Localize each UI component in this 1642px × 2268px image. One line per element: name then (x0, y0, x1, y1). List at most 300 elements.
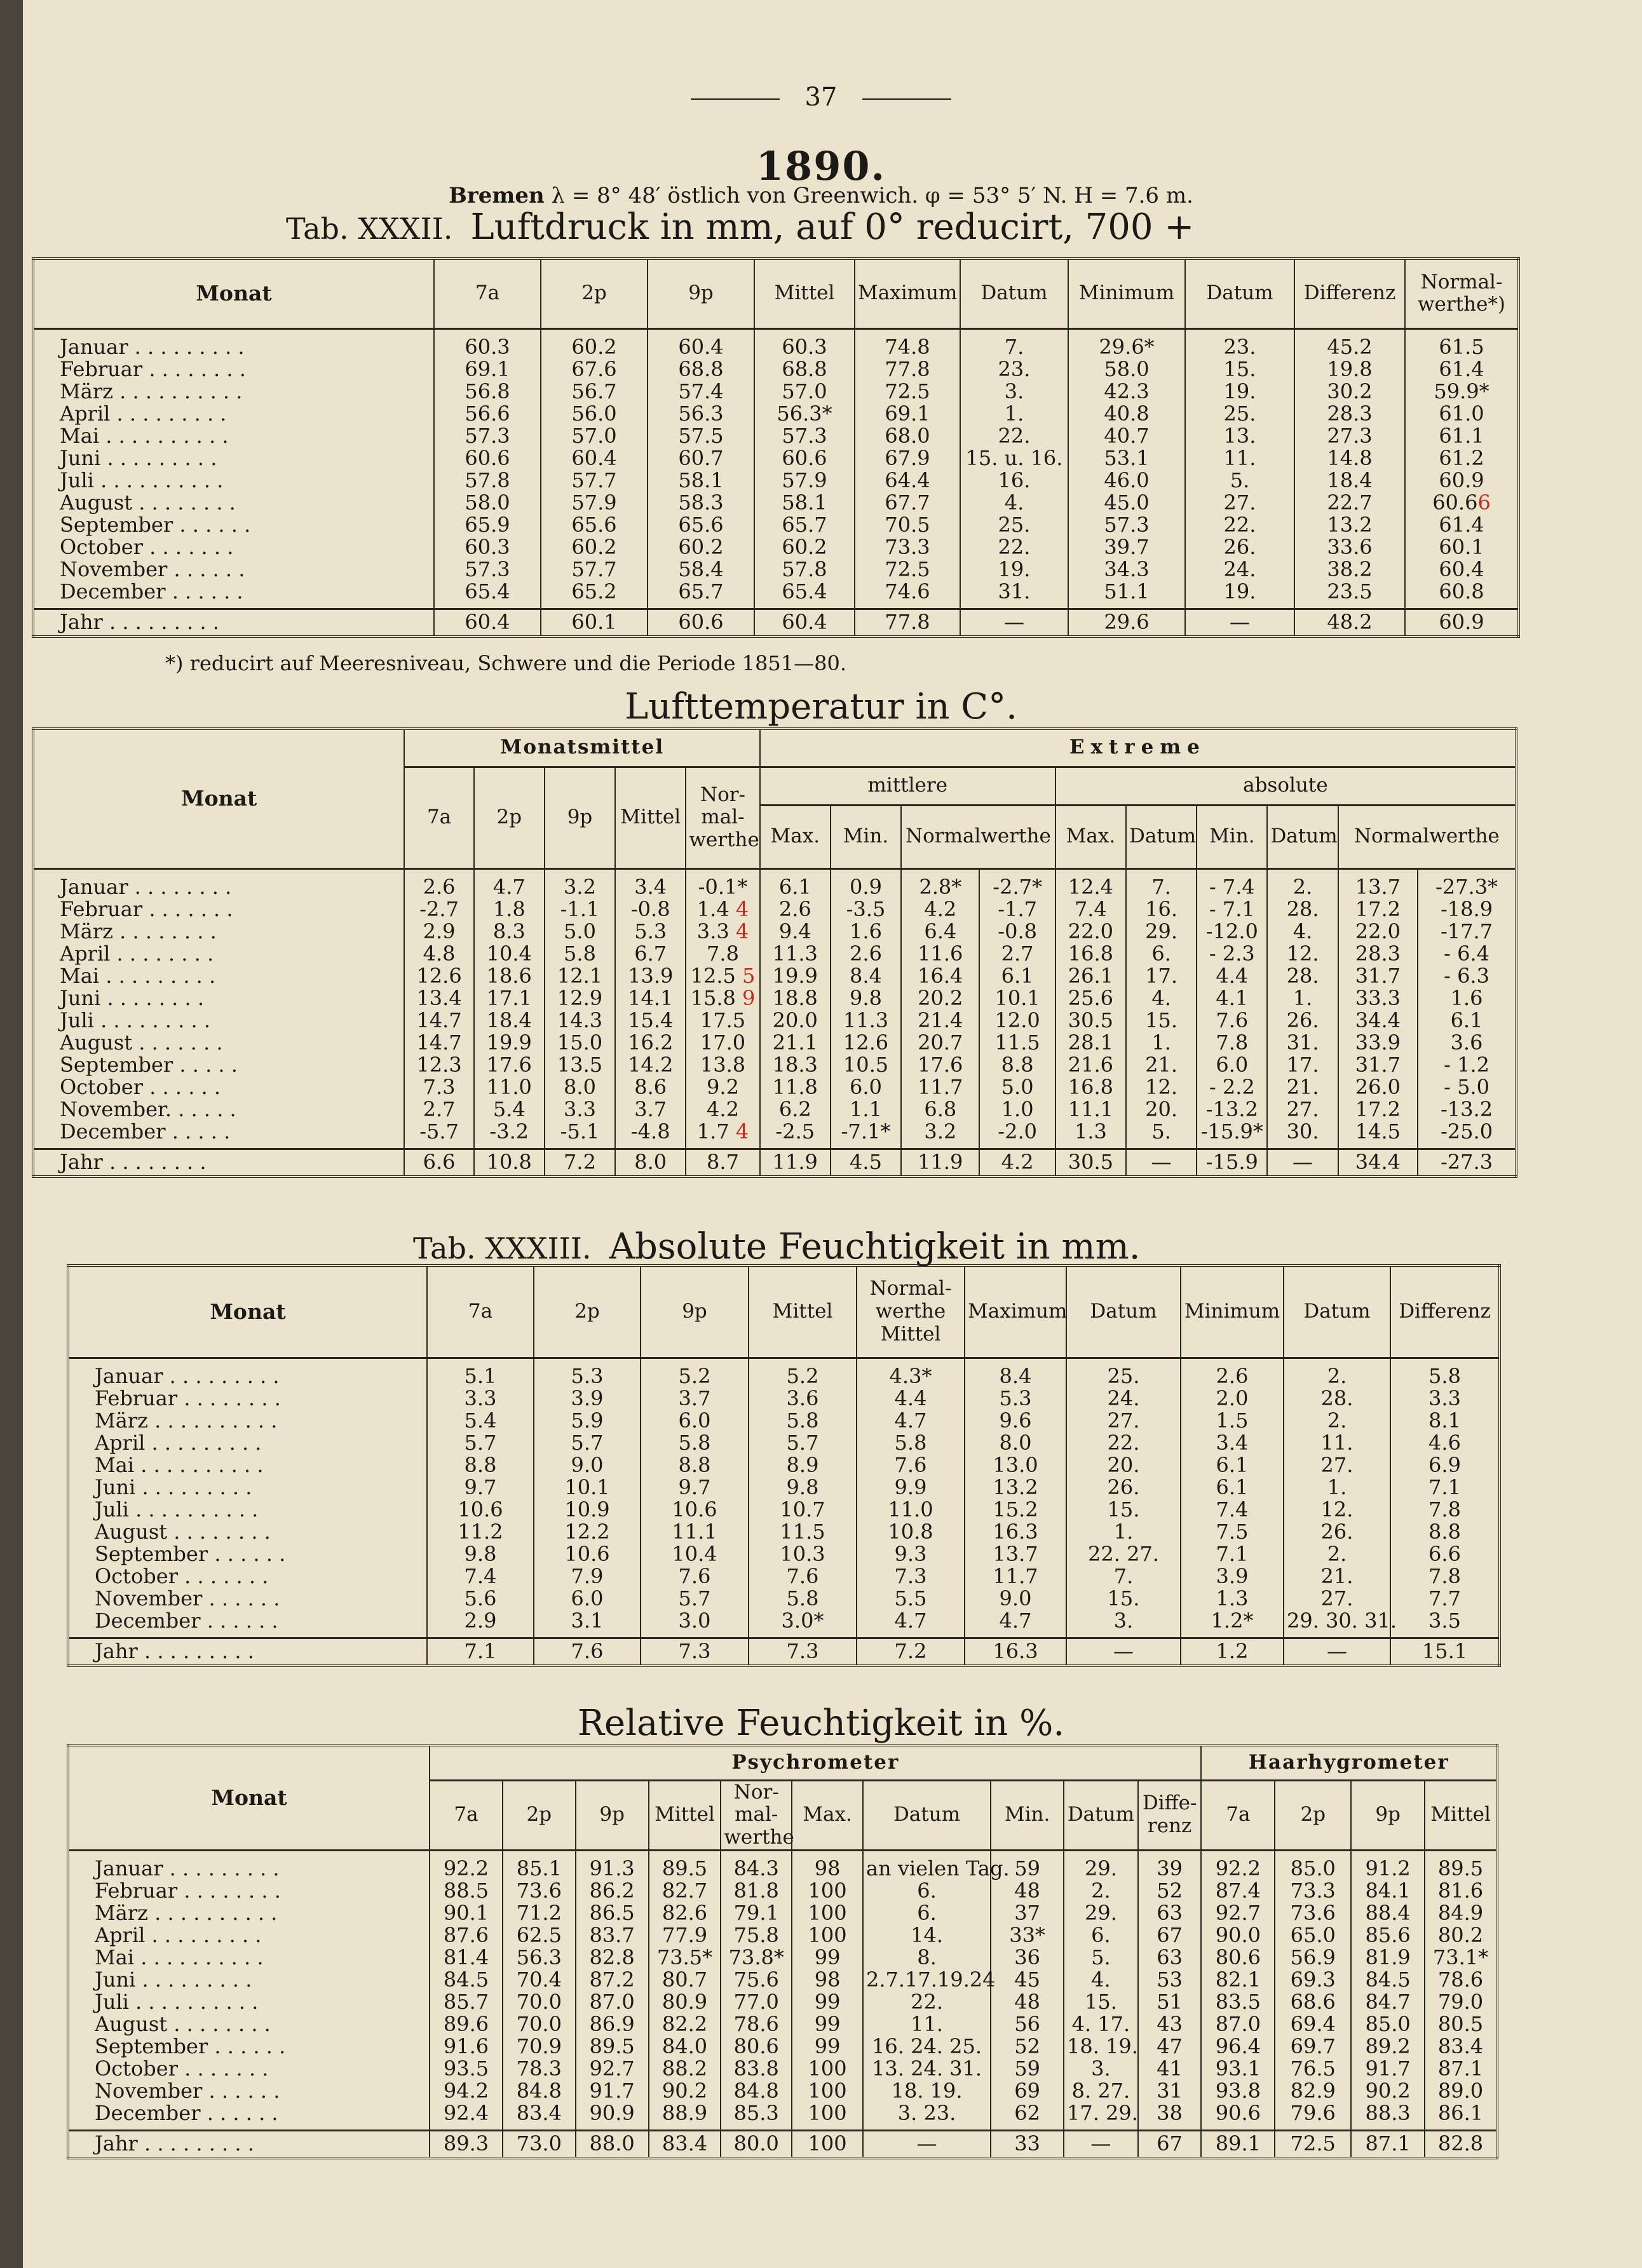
t33-month-label: Februar . . . . . . . . (68, 1387, 427, 1410)
t33-cell: 1.2* (1181, 1610, 1284, 1638)
t32-cell: 15. (1185, 358, 1294, 381)
rel-cell: 70.4 (503, 1969, 576, 1991)
t32-cell: 65.4 (754, 581, 855, 609)
t33-cell: 7.4 (427, 1565, 534, 1588)
t32-cell: 5. (1185, 469, 1294, 492)
t33-jahr-label: Jahr . . . . . . . . . (68, 1638, 427, 1666)
t33-cell: 15. (1066, 1499, 1181, 1521)
t33-header-col-10: Differenz (1390, 1266, 1500, 1358)
table-row (33, 425, 1519, 447)
table-row (68, 1902, 1497, 1924)
rel-header-col-3: Mittel (649, 1780, 721, 1850)
temp-cell: 5. (1126, 1121, 1197, 1149)
rel-cell: 78.6 (721, 2013, 792, 2035)
t33-cell: 9.0 (965, 1588, 1066, 1610)
table-row (33, 381, 1519, 403)
t33-title-text: Absolute Feuchtigkeit in mm. (609, 1226, 1141, 1267)
t32-cell: 68.0 (855, 425, 960, 447)
rel-cell: 84.3 (721, 1850, 792, 1880)
t32-cell: 13. (1185, 425, 1294, 447)
temp-cell: 21.4 (901, 1009, 979, 1032)
t33-cell: 20. (1066, 1454, 1181, 1476)
t32-cell: 60.4 (541, 447, 648, 469)
rel-cell: 3. (1064, 2058, 1138, 2080)
t33-cell: 8.8 (641, 1454, 749, 1476)
temp-cell: 17.6 (474, 1054, 545, 1076)
t33-cell: 9.8 (427, 1543, 534, 1565)
t32-cell: 22. (1185, 514, 1294, 536)
t33-cell: 9.9 (857, 1476, 965, 1499)
t32-table (32, 257, 1520, 638)
temp-cell: 8.8 (979, 1054, 1055, 1076)
rel-cell: 96.4 (1201, 2035, 1275, 2058)
t33-cell: 5.3 (965, 1387, 1066, 1410)
t32-header-col-7: Minimum (1068, 259, 1185, 328)
t32-cell: 38.2 (1294, 558, 1405, 581)
t32-cell: 51.1 (1068, 581, 1185, 609)
t32-cell: 13.2 (1294, 514, 1405, 536)
t32-cell: 23. (960, 358, 1068, 381)
temp-cell: -0.8 (615, 898, 686, 921)
t32-cell: 60.3 (754, 328, 855, 358)
temp-cell: 1. (1267, 987, 1338, 1009)
temp-cell: 21.6 (1055, 1054, 1126, 1076)
t32-month-label: Juli . . . . . . . . . . (33, 469, 434, 492)
rel-cell: 93.5 (430, 2058, 503, 2080)
rel-cell: 90.2 (649, 2080, 721, 2102)
rel-cell: 79.6 (1275, 2102, 1351, 2131)
t32-cell: 68.8 (754, 358, 855, 381)
rel-cell: 90.6 (1201, 2102, 1275, 2131)
t33-month-label: August . . . . . . . . (68, 1521, 427, 1543)
t33-cell: 6.1 (1181, 1454, 1284, 1476)
temp-cell: 28.1 (1055, 1032, 1126, 1054)
t33-cell: 7.1 (1181, 1543, 1284, 1565)
temp-cell: - 2.2 (1197, 1076, 1267, 1098)
temp-cell: 4. (1126, 987, 1197, 1009)
t33-cell: 3.0* (749, 1610, 857, 1638)
temp-cell: 3.7 (615, 1098, 686, 1121)
table-row (68, 1476, 1500, 1499)
t33-cell: 1. (1066, 1521, 1181, 1543)
temp-cell: 9.4 (760, 921, 831, 943)
t32-header-col-1: 7a (434, 259, 541, 328)
rel-jahr-label: Jahr . . . . . . . . . (68, 2130, 430, 2158)
temp-cell: 14.1 (615, 987, 686, 1009)
t32-header-col-3: 9p (648, 259, 754, 328)
temp-cell: 28.3 (1338, 943, 1418, 965)
t32-jahr-cell: 77.8 (855, 609, 960, 637)
t33-cell: 4.7 (857, 1410, 965, 1432)
t33-cell: 4.6 (1390, 1432, 1500, 1454)
temp-cell: 2.7 (979, 943, 1055, 965)
table-row (33, 943, 1516, 965)
temp-cell: 31.7 (1338, 1054, 1418, 1076)
t33-month-label: September . . . . . . (68, 1543, 427, 1565)
temp-cell: 8.4 (831, 965, 901, 987)
temp-cell: 4.4 (1197, 965, 1267, 987)
rel-cell: 91.6 (430, 2035, 503, 2058)
t32-cell: 67.7 (855, 492, 960, 514)
rel-cell: 37 (991, 1902, 1064, 1924)
table-row (68, 1521, 1500, 1543)
t32-cell: 14.8 (1294, 447, 1405, 469)
rel-header-col-2: 9p (576, 1780, 649, 1850)
t33-header-col-8: Minimum (1181, 1266, 1284, 1358)
table-row (33, 469, 1519, 492)
t32-cell: 58.4 (648, 558, 754, 581)
t33-cell: 3.1 (534, 1610, 641, 1638)
temp-cell: 18.3 (760, 1054, 831, 1076)
t33-cell: 26. (1066, 1476, 1181, 1499)
t32-cell: 60.7 (648, 447, 754, 469)
temp-jahr-cell: -15.9 (1197, 1149, 1267, 1177)
rel-cell: 84.5 (430, 1969, 503, 1991)
t32-cell: 26. (1185, 536, 1294, 558)
t33-cell: 7.9 (534, 1565, 641, 1588)
t32-cell: 57.0 (754, 381, 855, 403)
rel-header-col-4: Nor-mal-werthe (721, 1780, 792, 1850)
rel-header-col-13: Mittel (1425, 1780, 1497, 1850)
rel-cell: 52 (991, 2035, 1064, 2058)
temp-cell: 25.6 (1055, 987, 1126, 1009)
rel-cell: 93.1 (1201, 2058, 1275, 2080)
rel-cell: 73.8* (721, 1947, 792, 1969)
t32-cell: 58.3 (648, 492, 754, 514)
t33-cell: 5.7 (749, 1432, 857, 1454)
table-row (68, 1454, 1500, 1476)
rel-header-haarhygrometer: Haarhygrometer (1201, 1745, 1497, 1780)
rel-cell: 6. (863, 1880, 991, 1902)
rel-header-col-7: Min. (991, 1780, 1064, 1850)
rel-cell: 99 (792, 2013, 863, 2035)
temp-cell: 2.6 (760, 898, 831, 921)
t33-cell: 8.9 (749, 1454, 857, 1476)
temp-cell: 22.0 (1338, 921, 1418, 943)
t32-cell: 23. (1185, 328, 1294, 358)
temp-cell: 20.2 (901, 987, 979, 1009)
rel-cell: 14. (863, 1924, 991, 1947)
t32-cell: 72.5 (855, 558, 960, 581)
rel-cell: 82.9 (1275, 2080, 1351, 2102)
temp-header-9p: 9p (545, 767, 615, 868)
t33-cell: 5.5 (857, 1588, 965, 1610)
temp-header-mittlere: mittlere (760, 767, 1055, 805)
t32-cell: 60.66 (1405, 492, 1519, 514)
t32-cell: 64.4 (855, 469, 960, 492)
rel-cell: 15. (1064, 1991, 1138, 2013)
rel-cell: an vielen Tag. (863, 1850, 991, 1880)
rel-cell: 80.6 (1201, 1947, 1275, 1969)
rel-header-col-10: 7a (1201, 1780, 1275, 1850)
temp-jahr-cell: 8.7 (686, 1149, 759, 1177)
t33-jahr-cell: 16.3 (965, 1638, 1066, 1666)
temp-cell: -3.5 (831, 898, 901, 921)
temp-cell: 5.4 (474, 1098, 545, 1121)
rel-month-label: December . . . . . . (68, 2102, 430, 2131)
t32-cell: 19. (1185, 581, 1294, 609)
rel-jahr-cell: 100 (792, 2130, 863, 2158)
rel-cell: 90.2 (1351, 2080, 1425, 2102)
t32-cell: 1. (960, 403, 1068, 425)
t33-cell: 6.1 (1181, 1476, 1284, 1499)
table-row (68, 1543, 1500, 1565)
rel-header-psychrometer: Psychrometer (430, 1745, 1201, 1780)
t32-jahr-cell: 60.9 (1405, 609, 1519, 637)
t33-month-label: Januar . . . . . . . . . (68, 1358, 427, 1387)
rel-cell: 92.2 (1201, 1850, 1275, 1880)
t33-cell: 2.6 (1181, 1358, 1284, 1387)
rel-cell: 63 (1138, 1902, 1202, 1924)
temp-cell: 21. (1126, 1054, 1197, 1076)
rel-cell: 75.6 (721, 1969, 792, 1991)
temp-header-absolute-min: Min. (1197, 805, 1267, 868)
rel-cell: 89.5 (649, 1850, 721, 1880)
temp-cell: - 2.3 (1197, 943, 1267, 965)
t33-cell: 7.7 (1390, 1588, 1500, 1610)
t33-cell: 7.8 (1390, 1565, 1500, 1588)
temp-cell: 17.2 (1338, 1098, 1418, 1121)
temp-cell: -12.0 (1197, 921, 1267, 943)
temp-cell: 2.6 (404, 868, 473, 898)
t32-cell: 60.2 (648, 536, 754, 558)
rel-month-label: Februar . . . . . . . . (68, 1880, 430, 1902)
rel-cell: 82.7 (649, 1880, 721, 1902)
temp-header-2p: 2p (474, 767, 545, 868)
rel-cell: 100 (792, 2102, 863, 2131)
rel-cell: 89.0 (1425, 2080, 1497, 2102)
t33-cell: 15.2 (965, 1499, 1066, 1521)
table-row (68, 1947, 1497, 1969)
t33-cell: 22. 27. (1066, 1543, 1181, 1565)
temp-cell: -2.0 (979, 1121, 1055, 1149)
table-row (33, 1121, 1516, 1149)
temp-cell: 16.2 (615, 1032, 686, 1054)
temp-month-label: Mai . . . . . . . . . (33, 965, 404, 987)
t33-header-col-4: Mittel (749, 1266, 857, 1358)
temp-header-absolute-normalwerthe: Normalwerthe (1338, 805, 1516, 868)
t33-cell: 5.6 (427, 1588, 534, 1610)
t32-cell: 57.3 (1068, 514, 1185, 536)
temp-jahr-cell: — (1267, 1149, 1338, 1177)
t32-cell: 56.7 (541, 381, 648, 403)
temp-cell: 10.4 (474, 943, 545, 965)
rel-cell: 88.9 (649, 2102, 721, 2131)
table-row (33, 1076, 1516, 1098)
temp-cell: 26.1 (1055, 965, 1126, 987)
temp-cell: 2. (1267, 868, 1338, 898)
rel-cell: 80.2 (1425, 1924, 1497, 1947)
temp-cell: 10.1 (979, 987, 1055, 1009)
temp-cell: 6.1 (1418, 1009, 1516, 1032)
rel-cell: 67 (1138, 1924, 1202, 1947)
temp-cell: -17.7 (1418, 921, 1516, 943)
t32-title (286, 206, 1194, 248)
temp-cell: 6. (1126, 943, 1197, 965)
temp-cell: 9.8 (831, 987, 901, 1009)
temp-header-monat: Monat (33, 729, 404, 868)
t33-cell: 5.2 (749, 1358, 857, 1387)
t32-cell: 19. (1185, 381, 1294, 403)
t32-cell: 57.3 (754, 425, 855, 447)
rel-jahr-cell: 89.3 (430, 2130, 503, 2158)
rel-cell: 85.0 (1351, 2013, 1425, 2035)
t32-cell: 60.3 (434, 328, 541, 358)
temp-cell: 3.4 (615, 868, 686, 898)
table-row (33, 1009, 1516, 1032)
temp-cell: 34.4 (1338, 1009, 1418, 1032)
rel-cell: 87.4 (1201, 1880, 1275, 1902)
temp-cell: 0.9 (831, 868, 901, 898)
rel-cell: 6. (1064, 1924, 1138, 1947)
table-row (33, 358, 1519, 381)
t32-header-col-4: Mittel (754, 259, 855, 328)
table-row (33, 1098, 1516, 1121)
temp-cell: 1.1 (831, 1098, 901, 1121)
t33-cell: 25. (1066, 1358, 1181, 1387)
station-name: Bremen (449, 183, 545, 208)
t33-cell: 10.6 (427, 1499, 534, 1521)
t33-cell: 5.7 (534, 1432, 641, 1454)
t33-cell: 5.1 (427, 1358, 534, 1387)
temp-cell: 14.5 (1338, 1121, 1418, 1149)
rel-cell: 80.5 (1425, 2013, 1497, 2035)
t32-header-col-10: Normal-werthe*) (1405, 259, 1519, 328)
station-line (0, 183, 1642, 208)
rel-cell: 18. 19. (863, 2080, 991, 2102)
t32-month-label: December . . . . . . (33, 581, 434, 609)
rel-cell: 70.0 (503, 1991, 576, 2013)
t32-cell: 69.1 (855, 403, 960, 425)
t33-cell: 10.9 (534, 1499, 641, 1521)
rel-cell: 65.0 (1275, 1924, 1351, 1947)
t32-cell: 22.7 (1294, 492, 1405, 514)
t32-month-label: September . . . . . . (33, 514, 434, 536)
t32-cell: 58.0 (434, 492, 541, 514)
t33-cell: 11. (1284, 1432, 1390, 1454)
rel-cell: 92.7 (1201, 1902, 1275, 1924)
temp-header-extreme: Extreme (760, 729, 1516, 767)
t32-cell: 3. (960, 381, 1068, 403)
table-row (33, 581, 1519, 609)
t33-header-col-5: Normal-werthe Mittel (857, 1266, 965, 1358)
t32-month-label: November . . . . . . (33, 558, 434, 581)
t33-header-col-9: Datum (1284, 1266, 1390, 1358)
t32-cell: 39.7 (1068, 536, 1185, 558)
table-row (68, 1610, 1500, 1638)
t33-month-label: März . . . . . . . . . . (68, 1410, 427, 1432)
temp-cell: 14.2 (615, 1054, 686, 1076)
rel-cell: 2. (1064, 1880, 1138, 1902)
rel-cell: 56 (991, 2013, 1064, 2035)
rel-cell: 4. 17. (1064, 2013, 1138, 2035)
table-row (68, 2058, 1497, 2080)
rel-jahr-cell: 87.1 (1351, 2130, 1425, 2158)
rel-cell: 89.5 (576, 2035, 649, 2058)
t33-jahr-cell: — (1066, 1638, 1181, 1666)
rel-cell: 85.1 (503, 1850, 576, 1880)
temp-cell: -13.2 (1197, 1098, 1267, 1121)
t33-header-col-1: 7a (427, 1266, 534, 1358)
temp-title: Lufttemperatur in C°. (625, 686, 1017, 727)
t33-cell: 7.4 (1181, 1499, 1284, 1521)
t33-month-label: November . . . . . . (68, 1588, 427, 1610)
temp-jahr-cell: 8.0 (615, 1149, 686, 1177)
temp-cell: 17.0 (686, 1032, 759, 1054)
temp-cell: 2.6 (831, 943, 901, 965)
t33-jahr-cell: 7.2 (857, 1638, 965, 1666)
rel-cell: 52 (1138, 1880, 1202, 1902)
t33-cell: 5.7 (641, 1588, 749, 1610)
t33-cell: 3.9 (1181, 1565, 1284, 1588)
temp-cell: 13.4 (404, 987, 473, 1009)
rel-cell: 76.5 (1275, 2058, 1351, 2080)
rel-month-label: August . . . . . . . . (68, 2013, 430, 2035)
temp-cell: - 7.4 (1197, 868, 1267, 898)
t33-month-label: Juni . . . . . . . . . (68, 1476, 427, 1499)
t32-cell: 4. (960, 492, 1068, 514)
t33-cell: 7.6 (641, 1565, 749, 1588)
t32-header-col-8: Datum (1185, 259, 1294, 328)
temp-cell: -3.2 (474, 1121, 545, 1149)
t33-header-col-3: 9p (641, 1266, 749, 1358)
temp-cell: -15.9* (1197, 1121, 1267, 1149)
t32-cell: 77.8 (855, 358, 960, 381)
table-row (68, 1499, 1500, 1521)
temp-header-7a: 7a (404, 767, 473, 868)
t33-cell: 4.3* (857, 1358, 965, 1387)
t33-cell: 27. (1066, 1410, 1181, 1432)
rel-table (67, 1744, 1498, 2159)
t32-cell: 33.6 (1294, 536, 1405, 558)
temp-cell: -5.1 (545, 1121, 615, 1149)
rel-cell: 88.3 (1351, 2102, 1425, 2131)
temp-jahr-label: Jahr . . . . . . . . (33, 1149, 404, 1177)
t33-cell: 7.8 (1390, 1499, 1500, 1521)
t33-cell: 6.9 (1390, 1454, 1500, 1476)
temp-header-absolute: absolute (1055, 767, 1516, 805)
temp-jahr-cell: 11.9 (760, 1149, 831, 1177)
rel-cell: 84.8 (721, 2080, 792, 2102)
t32-cell: 28.3 (1294, 403, 1405, 425)
temp-month-label: April . . . . . . . . (33, 943, 404, 965)
temp-cell: 13.7 (1338, 868, 1418, 898)
t32-jahr-cell: 29.6 (1068, 609, 1185, 637)
t32-cell: 15. u. 16. (960, 447, 1068, 469)
temp-cell: 11.3 (831, 1009, 901, 1032)
t32-cell: 57.9 (754, 469, 855, 492)
temp-header-absolute-min-datum: Datum (1267, 805, 1338, 868)
t33-cell: 7. (1066, 1565, 1181, 1588)
t33-cell: 24. (1066, 1387, 1181, 1410)
rel-cell: 88.5 (430, 1880, 503, 1902)
temp-cell: 29. (1126, 921, 1197, 943)
t33-cell: 9.3 (857, 1543, 965, 1565)
temp-cell: 1.8 (474, 898, 545, 921)
t33-cell: 9.6 (965, 1410, 1066, 1432)
t32-cell: 40.7 (1068, 425, 1185, 447)
rel-cell: 100 (792, 1902, 863, 1924)
t32-cell: 40.8 (1068, 403, 1185, 425)
rel-cell: 13. 24. 31. (863, 2058, 991, 2080)
t32-cell: 25. (960, 514, 1068, 536)
t32-cell: 61.1 (1405, 425, 1519, 447)
t33-cell: 4.7 (965, 1610, 1066, 1638)
t33-cell: 15. (1066, 1588, 1181, 1610)
rel-cell: 62 (991, 2102, 1064, 2131)
temp-cell: -5.7 (404, 1121, 473, 1149)
temp-cell: 12.6 (831, 1032, 901, 1054)
